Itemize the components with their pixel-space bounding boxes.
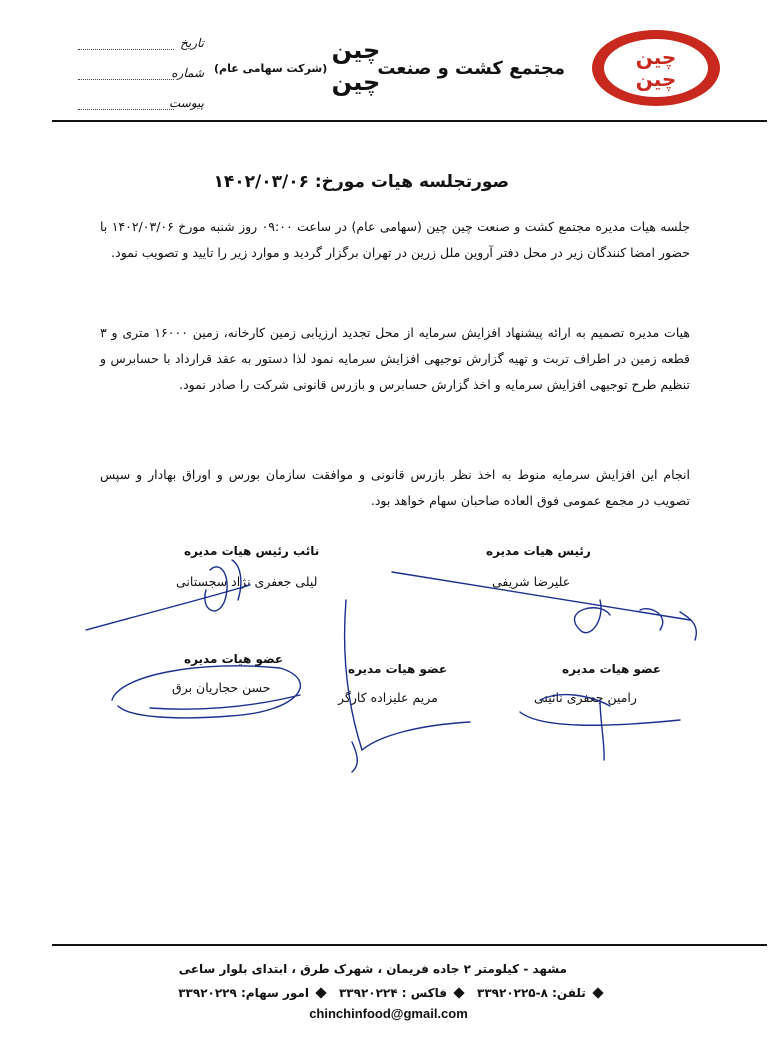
footer-contacts	[180, 986, 600, 1000]
footer-email: chinchinfood@gmail.com	[309, 1006, 468, 1021]
member-1-role: عضو هیات مدیره	[562, 662, 662, 676]
attachment-label: پیوست	[169, 96, 204, 110]
brand-name	[326, 34, 386, 98]
bullet-icon	[592, 987, 603, 998]
footer-address: مشهد - کیلومتر ۲ جاده فریمان ، شهرک طرق ، ابتدای بلوار ساعی	[178, 962, 567, 976]
date-line	[78, 37, 174, 50]
date-label: تاریخ	[180, 36, 204, 50]
footer-phone	[477, 986, 602, 1000]
logo-line-1: چین	[635, 45, 677, 69]
vice-chair-name: لیلی جعفری نژاد سجستانی	[176, 574, 318, 589]
attachment-line	[78, 97, 174, 110]
fax-text: فاکس : ۳۳۹۲۰۲۲۴	[338, 986, 448, 1000]
logo-line-2: چین	[635, 67, 677, 91]
member-3-role: عضو هیات مدیره	[184, 652, 284, 666]
logo-text	[604, 39, 708, 97]
bullet-icon	[315, 987, 326, 998]
number-label: شماره	[171, 66, 204, 80]
member-1-name: رامین جعفری نائینی	[534, 690, 637, 705]
brand-line-1: چین	[331, 36, 381, 64]
member-3-name: حسن حجاریان برق	[172, 680, 271, 695]
number-field	[74, 58, 204, 88]
member-2-signature	[345, 600, 470, 772]
number-line	[78, 67, 174, 80]
bullet-icon	[453, 987, 464, 998]
company-logo	[592, 30, 720, 106]
footer-shares	[178, 986, 325, 1000]
phone-text: تلفن: ۸-۳۳۹۲۰۲۲۵	[477, 986, 586, 1000]
company-type: (شرکت سهامی عام)	[214, 62, 328, 75]
paragraph-decision: هیات مدیره تصمیم به ارائه پیشنهاد افزایش سرمایه از محل تجدید ارزیابی زمین کارخانه، زمین ۱۶۰۰۰ متری و ۳ قطعه زمین در اطراف تربت و تهیه گزارش توجیهی افزایش سرمایه نمود لذا دستور به عقد قرارداد با حسابرس و تنظیم طرح توجیهی افزایش سرمایه و اخذ گزارش حسابرس و بازرس قانونی شرکت را صادر نمود.	[100, 325, 690, 392]
vice-chair-signature	[86, 560, 250, 630]
chair-role: رئیس هیات مدیره	[486, 544, 591, 558]
footer-fax	[339, 986, 463, 1000]
member-2-name: مریم علیزاده کارگر	[338, 690, 438, 705]
footer-divider	[52, 944, 767, 946]
header-divider	[52, 120, 767, 122]
minutes-title: صورتجلسه هیات مورخ: ۱۴۰۲/۰۳/۰۶	[213, 172, 509, 192]
company-name: مجتمع کشت و صنعت	[377, 58, 565, 79]
shares-text: امور سهام: ۳۳۹۲۰۲۲۹	[178, 986, 309, 1000]
brand-line-2: چین	[331, 68, 381, 96]
date-field	[74, 28, 204, 58]
vice-chair-role: نائب رئیس هیات مدیره	[184, 544, 320, 558]
paragraph-condition: انجام این افزایش سرمایه منوط به اخذ نظر بازرس قانونی و موافقت سازمان بورس و اوراق بهادار و سپس تصویب در مجمع عمومی فوق العاده صاحبان سهام خواهد بود.	[100, 467, 690, 508]
chair-name: علیرضا شریفی	[492, 574, 571, 589]
attachment-field	[74, 88, 204, 118]
paragraph-meeting-info: جلسه هیات مدیره مجتمع کشت و صنعت چین چین (سهامی عام) در ساعت ۰۹:۰۰ روز شنبه مورخ ۱۴۰۲/۰۳/۰۶ با حضور امضا کنندگان زیر در محل دفتر آروین ملل زرین در تهران برگزار گردید و موارد زیر را تایید و تصویب نمود.	[100, 219, 690, 260]
letter-meta-fields	[74, 28, 204, 118]
member-2-role: عضو هیات مدیره	[348, 662, 448, 676]
